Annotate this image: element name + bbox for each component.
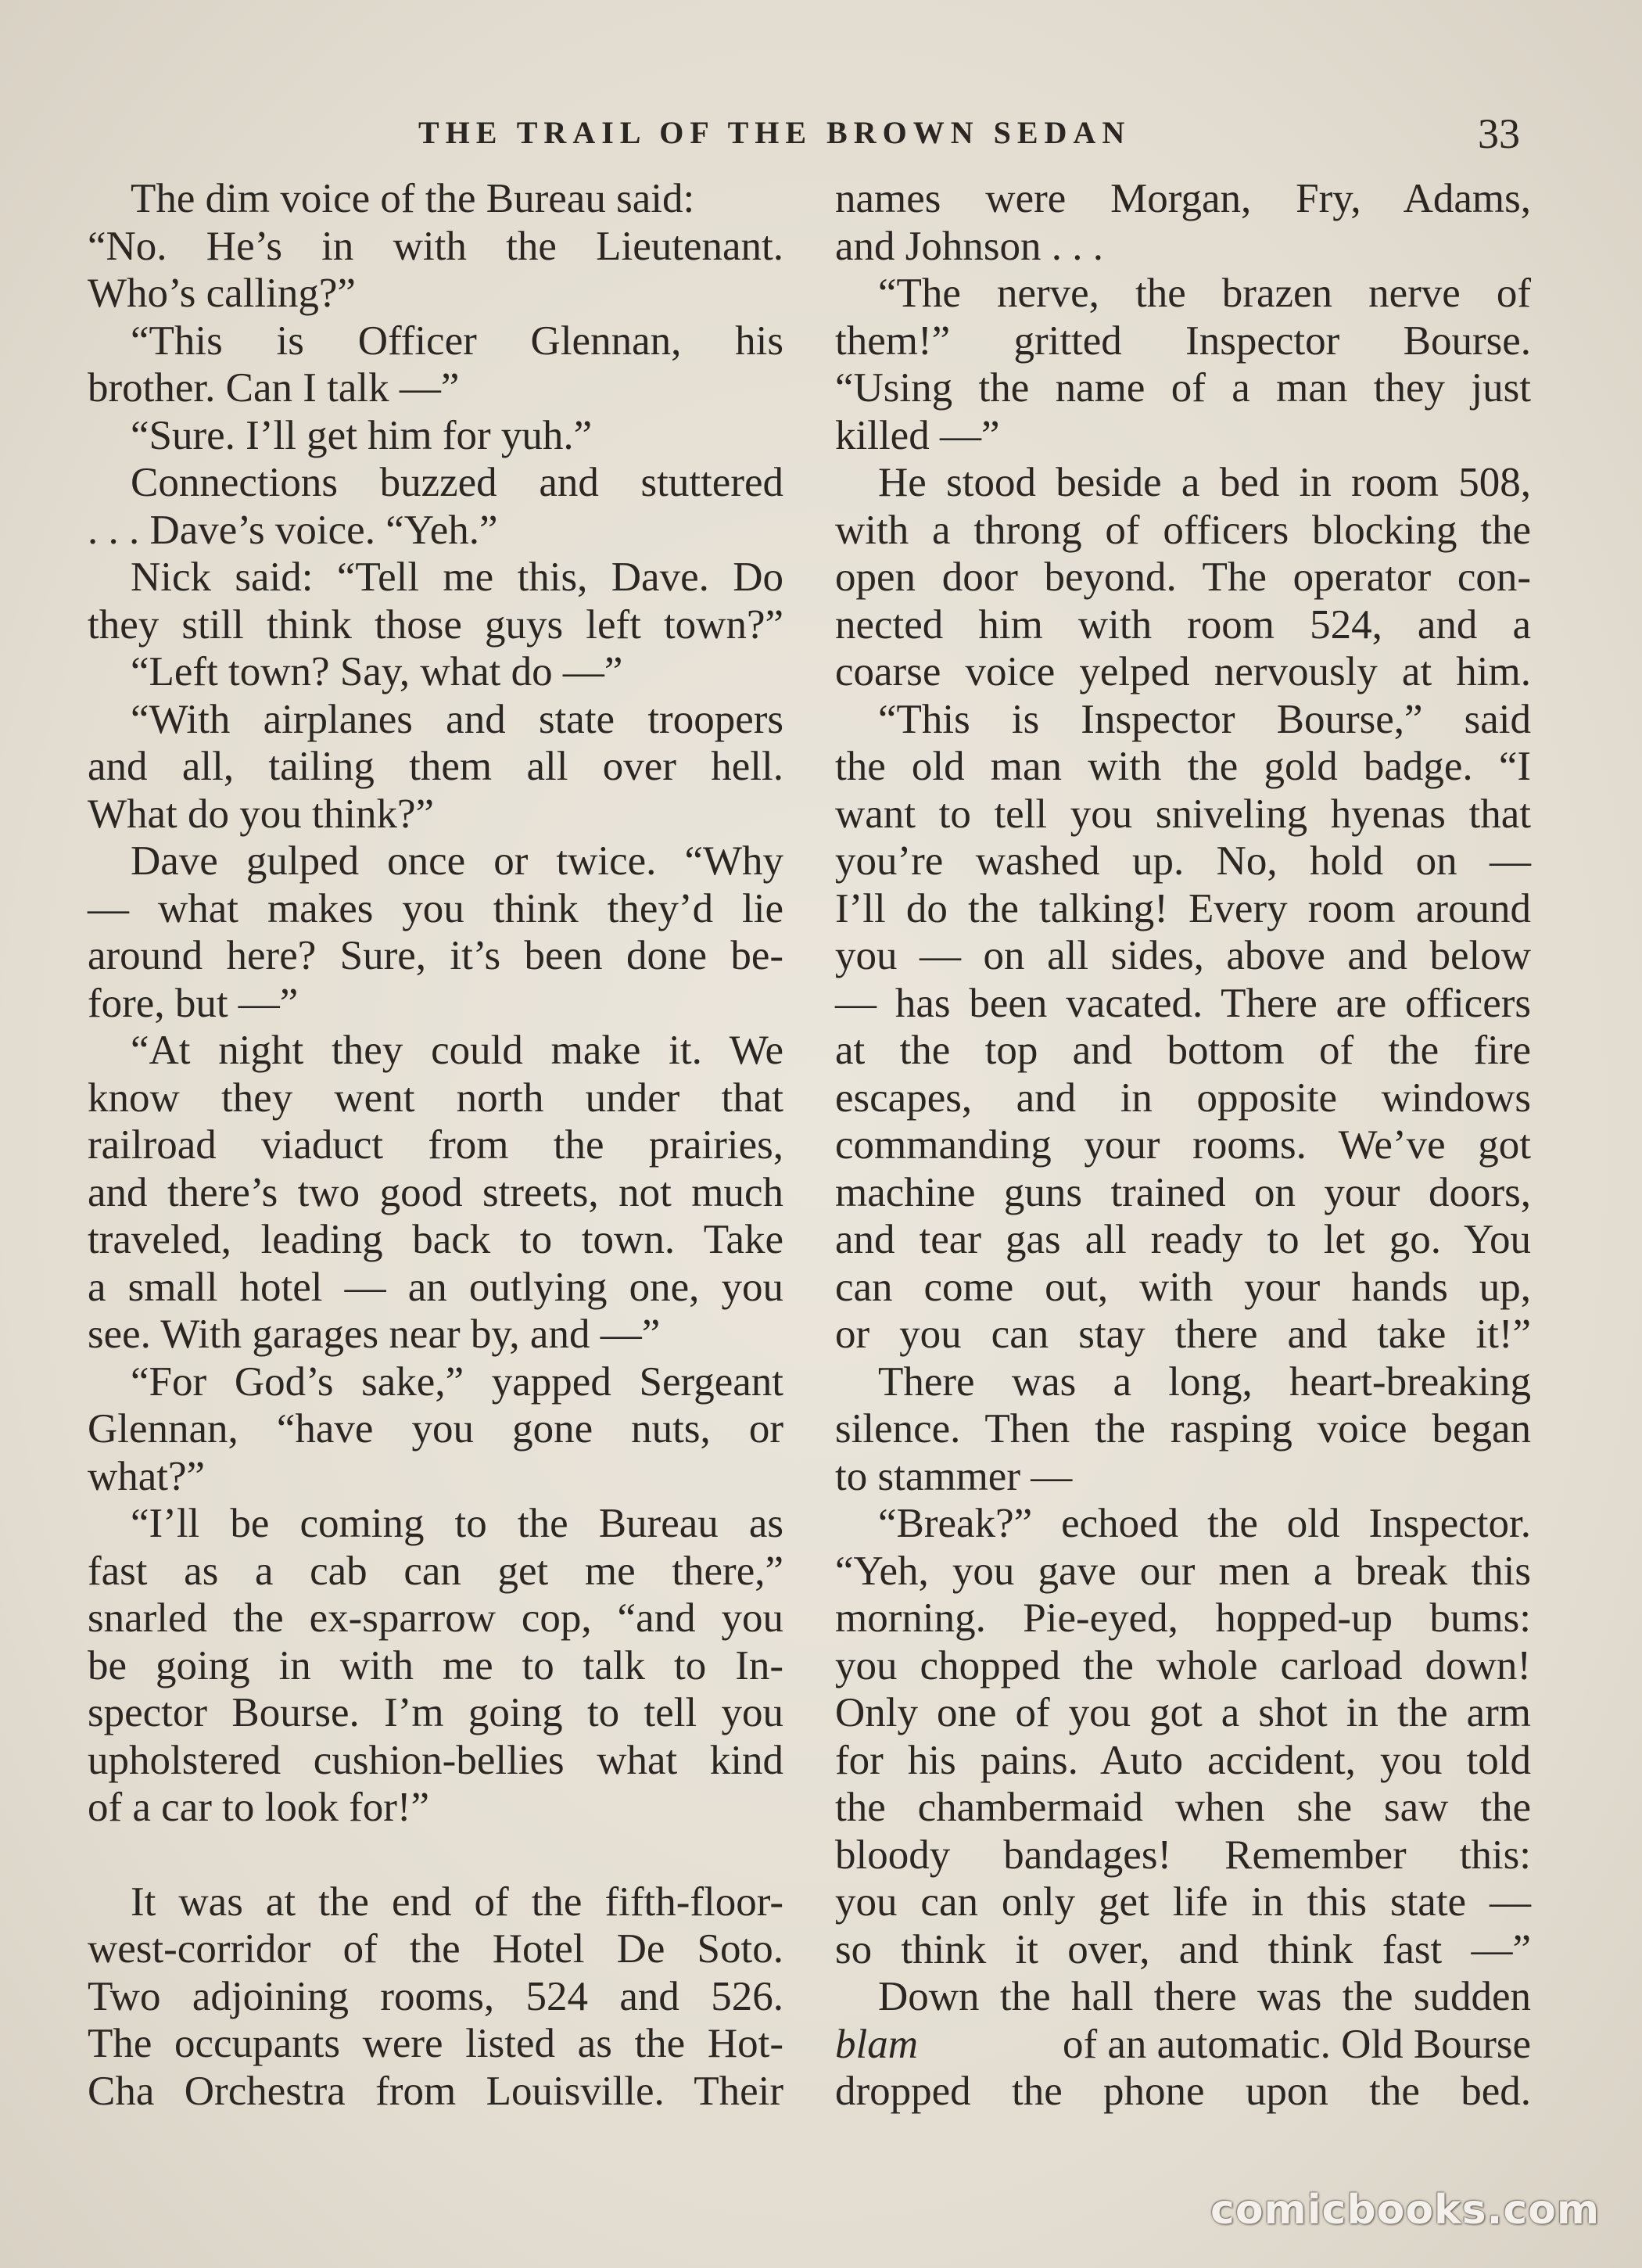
text-line: “This is Officer Glennan, his — [131, 318, 783, 364]
text-line: fore, but —” — [88, 980, 299, 1026]
text-line: spector Bourse. I’m going to tell you — [88, 1690, 783, 1735]
page-number: 33 — [1478, 110, 1520, 157]
text-line: nected him with room 524, and a — [835, 601, 1531, 648]
text-line: — has been vacated. There are officers — [835, 980, 1531, 1026]
text-line: traveled, leading back to town. Take — [88, 1217, 783, 1262]
text-line: and all, tailing them all over hell. — [88, 744, 783, 789]
text-line: and Johnson . . . — [835, 223, 1104, 269]
left-column — [88, 175, 783, 2115]
text-line: want to tell you sniveling hyenas that — [835, 791, 1531, 837]
text-line: open door beyond. The operator con- — [835, 554, 1531, 600]
text-line: you chopped the whole carload down! — [835, 1642, 1531, 1688]
text-line: . . . Dave’s voice. “Yeh.” — [88, 507, 498, 553]
text-line: see. With garages near by, and —” — [88, 1312, 661, 1357]
text-line: a small hotel — an outlying one, you — [88, 1264, 783, 1310]
text-line: snarled the ex-sparrow cop, “and you — [88, 1595, 783, 1641]
text-line: you can only get life in this state — — [835, 1879, 1531, 1925]
text-line: “This is Inspector Bourse,” said — [878, 696, 1531, 742]
text-line: coarse voice yelped nervously at him. — [835, 649, 1531, 694]
text-line: around here? Sure, it’s been done be- — [88, 933, 783, 978]
text-line: for his pains. Auto accident, you told — [835, 1737, 1531, 1783]
text-line: It was at the end of the fifth-floor- — [131, 1879, 783, 1925]
section-break — [88, 1832, 783, 1879]
text-line: the old man with the gold badge. “I — [835, 744, 1531, 789]
text-line: they still think those guys left town?” — [88, 601, 783, 648]
text-line: or you can stay there and take it!” — [835, 1312, 1531, 1357]
text-line: names were Morgan, Fry, Adams, — [835, 176, 1531, 221]
text-line: “At night they could make it. We — [131, 1028, 783, 1073]
italic-word: blam — [835, 2021, 918, 2067]
text-line: “No. He’s in with the Lieutenant. — [88, 223, 783, 269]
text-line: “Using the name of a man they just — [835, 365, 1531, 411]
text-line: Only one of you got a shot in the arm — [835, 1690, 1531, 1735]
text-line: “With airplanes and state troopers — [131, 696, 783, 742]
text-line: so think it over, and think fast —” — [835, 1926, 1531, 1972]
text-line: at the top and bottom of the fire — [835, 1028, 1531, 1073]
text-line: of a car to look for!” — [88, 1785, 430, 1830]
text-line: fast as a cab can get me there,” — [88, 1548, 783, 1594]
text-line: west-corridor of the Hotel De Soto. — [88, 1926, 783, 1972]
text-line: them!” gritted Inspector Bourse. — [835, 318, 1531, 364]
text-line: “Left town? Say, what do —” — [131, 649, 623, 694]
text-line: I’ll do the talking! Every room around — [835, 885, 1531, 931]
text-line: you’re washed up. No, hold on — — [835, 838, 1531, 884]
text-line: bloody bandages! Remember this: — [835, 1832, 1531, 1878]
text-line: “Break?” echoed the old Inspector. — [878, 1501, 1531, 1546]
text-line: railroad viaduct from the prairies, — [88, 1122, 783, 1168]
text-line: The dim voice of the Bureau said: — [131, 176, 695, 221]
text-line: “Yeh, you gave our men a break this — [835, 1548, 1531, 1594]
text-fragment: of an automatic. Old Bourse — [1062, 2021, 1531, 2067]
text-line: Cha Orchestra from Louisville. Their — [88, 2068, 783, 2114]
text-line: machine guns trained on your doors, — [835, 1169, 1531, 1215]
watermark: comicbooks.com — [1210, 2187, 1601, 2234]
text-line: The occupants were listed as the Hot- — [88, 2021, 783, 2066]
text-line: with a throng of officers blocking the — [835, 507, 1531, 553]
text-line: Dave gulped once or twice. “Why — [131, 838, 783, 884]
text-line: There was a long, heart-breaking — [878, 1358, 1531, 1405]
text-line: “The nerve, the brazen nerve of — [878, 271, 1531, 316]
text-line: escapes, and in opposite windows — [835, 1075, 1531, 1121]
text-line: Nick said: “Tell me this, Dave. Do — [131, 554, 783, 600]
text-line: “I’ll be coming to the Bureau as — [131, 1501, 783, 1546]
text-line: to stammer — — [835, 1453, 1073, 1499]
text-line: upholstered cushion-bellies what kind — [88, 1737, 783, 1783]
text-line: the chambermaid when she saw the — [835, 1785, 1531, 1830]
text-line: be going in with me to talk to In- — [88, 1642, 783, 1688]
text-line: “For God’s sake,” yapped Sergeant — [131, 1358, 783, 1405]
text-line: and tear gas all ready to let go. You — [835, 1217, 1531, 1262]
text-line — [835, 2021, 1531, 2069]
text-line: Connections buzzed and stuttered — [131, 460, 783, 505]
text-line: Down the hall there was the sudden — [878, 1974, 1531, 2019]
text-line: know they went north under that — [88, 1075, 783, 1121]
text-line: and there’s two good streets, not much — [88, 1169, 783, 1215]
text-line: He stood beside a bed in room 508, — [878, 460, 1531, 505]
running-title: THE TRAIL OF THE BROWN SEDAN — [418, 115, 1131, 150]
text-line: can come out, with your hands up, — [835, 1264, 1531, 1310]
text-line: Two adjoining rooms, 524 and 526. — [88, 1973, 783, 2019]
text-line: commanding your rooms. We’ve got — [835, 1122, 1531, 1168]
text-line: What do you think?” — [88, 791, 435, 837]
text-line: you — on all sides, above and below — [835, 933, 1531, 978]
page-header — [0, 109, 1642, 156]
text-line: morning. Pie-eyed, hopped-up bums: — [835, 1595, 1531, 1641]
text-line: dropped the phone upon the bed. — [835, 2069, 1531, 2114]
text-line: — what makes you think they’d lie — [88, 885, 783, 931]
right-column — [835, 175, 1531, 2115]
text-line: Glennan, “have you gone nuts, or — [88, 1406, 783, 1452]
text-line: killed —” — [835, 412, 1000, 458]
text-line: brother. Can I talk —” — [88, 365, 460, 411]
text-line: what?” — [88, 1453, 206, 1499]
text-line: “Sure. I’ll get him for yuh.” — [131, 412, 593, 458]
text-line: silence. Then the rasping voice began — [835, 1406, 1531, 1452]
text-line: Who’s calling?” — [88, 271, 356, 316]
